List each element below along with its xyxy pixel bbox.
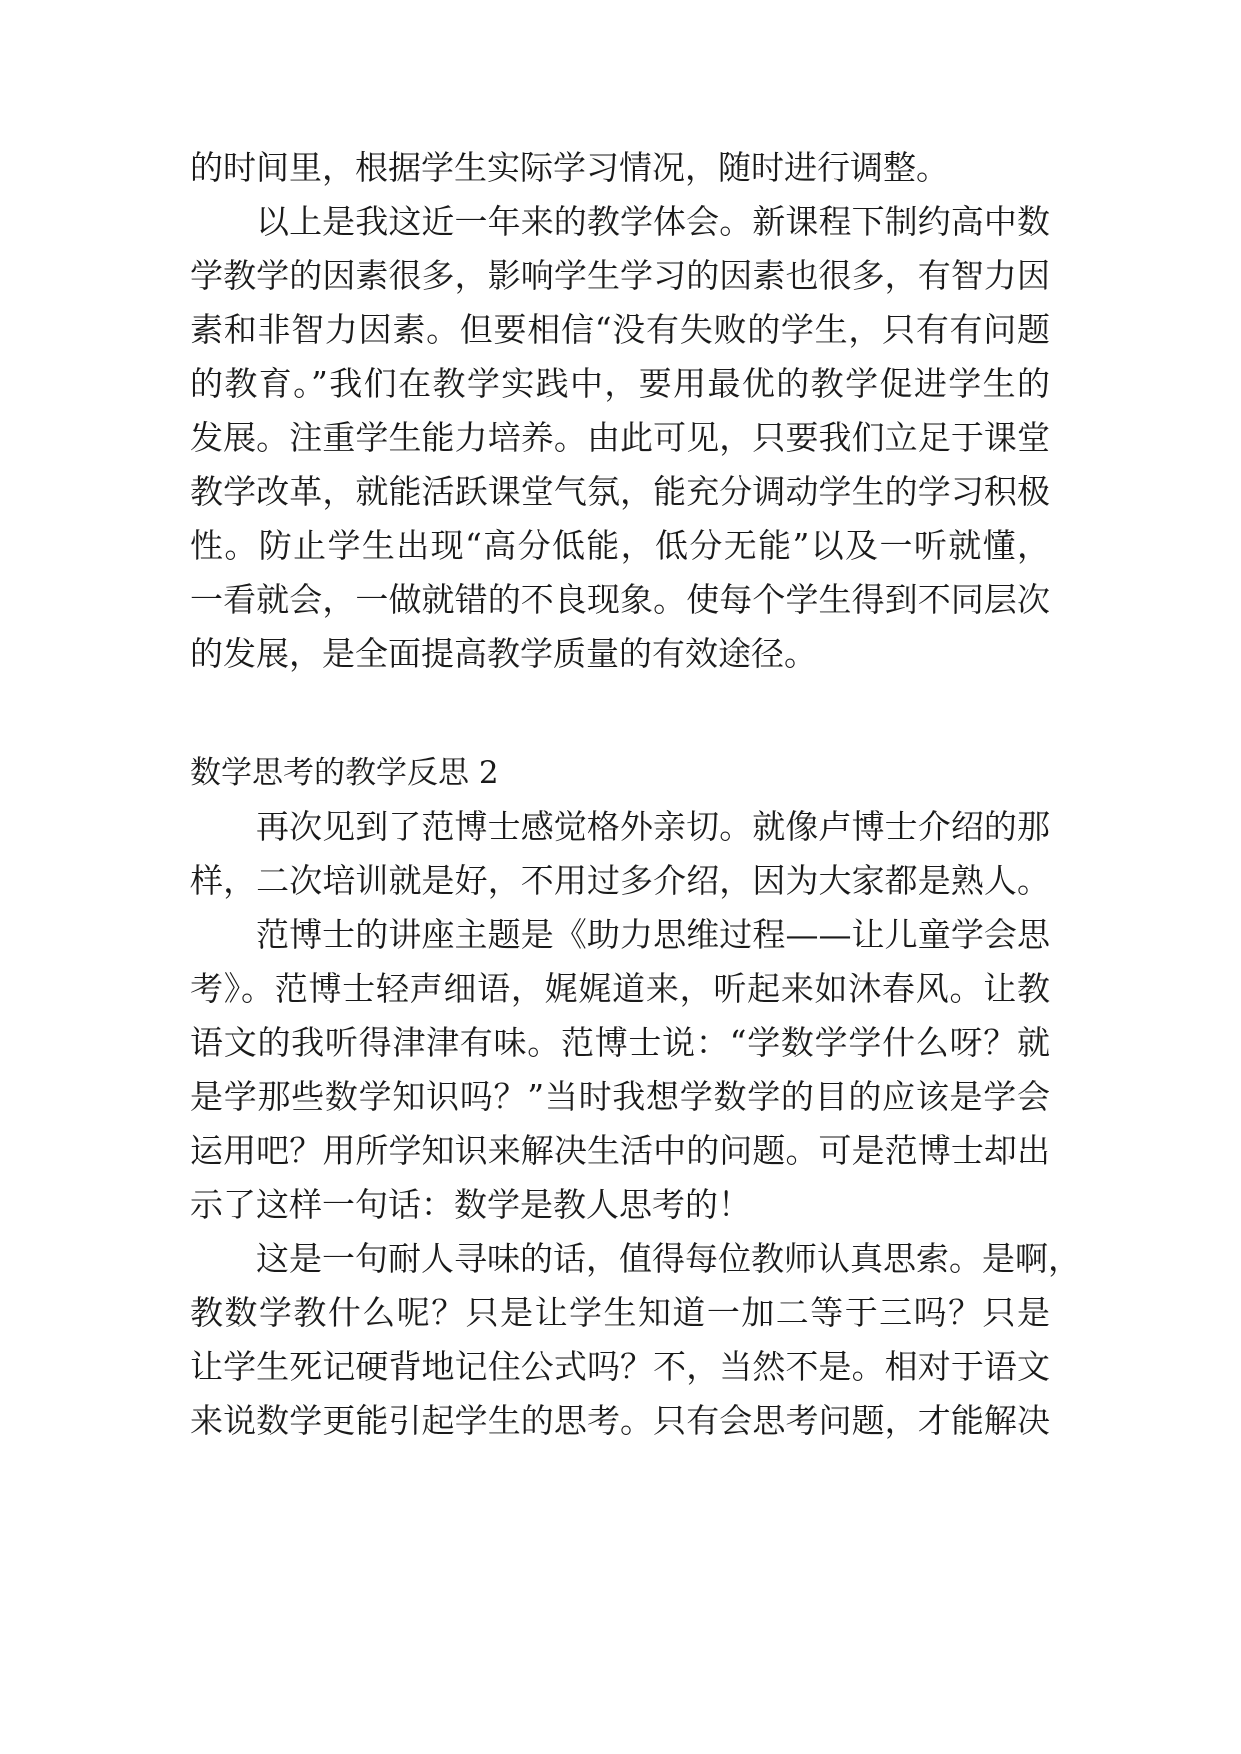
paragraph-line: 以上是我这近一年来的教学体会。新课程下制约高中数 [256, 202, 1050, 241]
paragraph-line: 教学改革，就能活跃课堂气氛，能充分调动学生的学习积极 [190, 472, 1050, 511]
paragraph-line: 是学那些数学知识吗？”当时我想学数学的目的应该是学会 [190, 1077, 1050, 1116]
paragraph-line: 样，二次培训就是好，不用过多介绍，因为大家都是熟人。 [190, 861, 1050, 900]
section-heading: 数学思考的教学反思 2 [190, 755, 499, 791]
paragraph-line: 素和非智力因素。但要相信“没有失败的学生，只有有问题 [190, 310, 1050, 349]
paragraph-line: 性。防止学生出现“高分低能，低分无能”以及一听就懂， [190, 526, 1050, 565]
paragraph-line: 一看就会，一做就错的不良现象。使每个学生得到不同层次 [190, 580, 1050, 619]
paragraph-line: 考》。范博士轻声细语，娓娓道来，听起来如沐春风。让教 [190, 969, 1050, 1008]
paragraph-line: 来说数学更能引起学生的思考。只有会思考问题，才能解决 [190, 1401, 1050, 1440]
paragraph-line: 语文的我听得津津有味。范博士说：“学数学学什么呀？就 [190, 1023, 1050, 1062]
paragraph-line: 范博士的讲座主题是《助力思维过程——让儿童学会思 [256, 915, 1050, 954]
paragraph-line: 教数学教什么呢？只是让学生知道一加二等于三吗？只是 [190, 1293, 1050, 1332]
paragraph-line: 的发展，是全面提高教学质量的有效途径。 [190, 634, 817, 673]
paragraph-line: 学教学的因素很多，影响学生学习的因素也很多，有智力因 [190, 256, 1050, 295]
paragraph-line: 的时间里，根据学生实际学习情况，随时进行调整。 [190, 148, 949, 187]
paragraph-line: 运用吧？用所学知识来解决生活中的问题。可是范博士却出 [190, 1131, 1050, 1170]
paragraph-line: 发展。注重学生能力培养。由此可见，只要我们立足于课堂 [190, 418, 1050, 457]
paragraph-line: 示了这样一句话：数学是教人思考的！ [190, 1185, 751, 1224]
paragraph-line: 再次见到了范博士感觉格外亲切。就像卢博士介绍的那 [256, 807, 1050, 846]
paragraph-line: 的教育。”我们在教学实践中，要用最优的教学促进学生的 [190, 364, 1050, 403]
paragraph-line: 让学生死记硬背地记住公式吗？不，当然不是。相对于语文 [190, 1347, 1050, 1386]
paragraph-line: 这是一句耐人寻味的话，值得每位教师认真思索。是啊， [256, 1239, 1081, 1278]
